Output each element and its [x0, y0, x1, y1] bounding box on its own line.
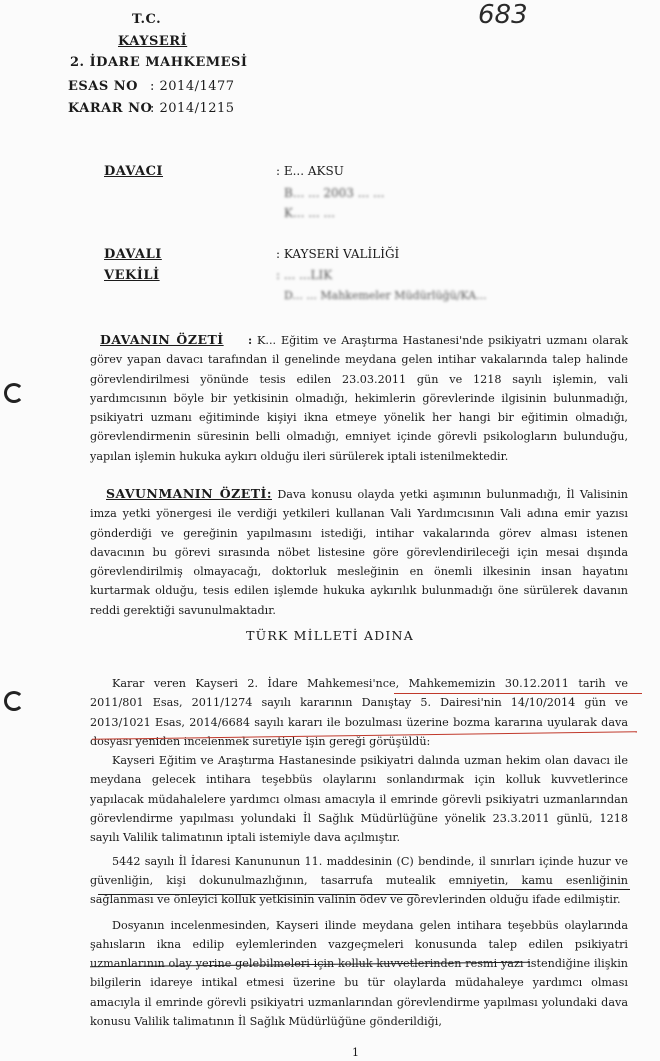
karar-paragraph-4: Dosyanın incelenmesinden, Kayseri ilinde meydana gelen intihara teşebbüs olaylarında şahısların ikna edilip eylemlerinden vazgeçmeleri konusunda talep edilen psikiyatri uzmanlarının olay yerine gelebilmeleri için kolluk kuvvetlerinden resmi yazı istendiğine ilişkin bilgilerin idareye intikal etmesi üzerine bu tür olaylarda müdahaleye yardımcı olması amacıyla il emrinde görevli psikiyatri uzmanlarından görevlendirme yapılması yolundaki dava konusu Valilik talimatının İl Sağlık Müdürlüğüne gönderildiği, — [90, 918, 628, 1029]
handwritten-page-number: 683 — [478, 0, 528, 30]
esas-label: ESAS NO — [68, 79, 139, 94]
davanin-ozeti-paragraph — [90, 330, 628, 466]
vekili-address: D... ... Mahkemeler Müdürlüğü/KA... — [284, 289, 487, 302]
turk-milleti-adina-heading: TÜRK MİLLETİ ADINA — [246, 628, 414, 643]
page-number: 1 — [352, 1046, 359, 1059]
savunmanin-ozeti-label: SAVUNMANIN ÖZETİ: — [106, 486, 272, 501]
karar-paragraph-2: Kayseri Eğitim ve Araştırma Hastanesinde psikiyatri dalında uzman hekim olan davacı ile meydana gelecek intihara teşebbüs olaylarını sonlandırmak için kolluk kuvvetlerince yapılacak müdahalelere yardımcı olması amacıyla il emrinde görevli psikiyatri uzmanlarından görevlendirme yapılması yolundaki İl Sağlık Müdürlüğüne yönelik 23.3.2011 günlü, 1218 sayılı Valilik talimatının iptali istemiyle dava açılmıştır. — [90, 754, 628, 845]
karar-paragraph-1: Karar veren Kayseri 2. İdare Mahkemesi'nce, Mahkememizin 30.12.2011 tarih ve 2011/801 Esas, 2011/1274 sayılı kararının Danıştay 5. Dairesi'nin 14/10/2014 gün ve 2013/1021 Esas, 2014/6684 sayılı kararı ile bozulması üzerine bozma kararına uyularak dava dosyası yeniden incelenmek suretiyle işin gereği görüşüldü: — [90, 677, 628, 748]
davanin-ozeti-text: K... Eğitim ve Araştırma Hastanesi'nde psikiyatri uzmanı olarak görev yapan davacı tarafından il genelinde meydana gelen intihar vakalarında talep halinde görevlendirilmesi yönünde tesis edilen 23.03.2011 gün ve 1218 sayılı işlemin, vali yardımcısının böyle bir yetkisinin olmadığı, hekimlerin görevlerinde ilgisinin bulunmadığı, psikiyatri uzmanı eğitiminde kişiyi ikna etmeye yönelik her hangi bir eğitimin olmadığı, görevlendirmenin süresinin belli olmadığı, emniyet içinde görevli psikologların bulunduğu, yapılan işlemin hukuka aykırı olduğu ileri sürülerek iptali istenilmektedir. — [90, 334, 629, 463]
karar-body — [90, 674, 628, 1031]
karar-value: : 2014/1215 — [150, 101, 235, 116]
header-court: 2. İDARE MAHKEMESİ — [70, 55, 248, 70]
davaci-value: : E... AKSU — [276, 164, 344, 178]
karar-label: KARAR NO — [68, 101, 153, 116]
pen-underline-1 — [98, 894, 418, 895]
red-underline-1 — [394, 693, 642, 694]
savunmanin-ozeti-text: Dava konusu olayda yetki aşımının bulunmadığı, İl Valisinin imza yetki yönergesi ile verdiği yetkileri kullanan Vali Yardımcısının Vali adına emir yazısı gönderdiği ve gereğinin yapılmasını istediği, intihar vakalarında görev alması istenen davacının bu görevi sırasında nöbet listesine göre görevlendirileceği için mesai dışında görevlendirilmiş olmayacağı, doktorluk mesleğinin en önemli ilkesinin insan hayatını kurtarmak olduğu, tesis edilen işlemde hukuka aykırılık bulunmadığı öne sürülerek davanın reddi gerektiği savunulmaktadır. — [90, 488, 629, 617]
vekili-value: : ... ...LIK — [276, 268, 333, 282]
header-city: KAYSERİ — [118, 34, 188, 49]
davali-label: DAVALI — [104, 247, 162, 262]
vekili-label: VEKİLİ — [104, 268, 160, 283]
davali-value: : KAYSERİ VALİLİĞİ — [276, 247, 400, 261]
esas-value: : 2014/1477 — [150, 79, 235, 94]
davanin-ozeti-label: DAVANIN ÖZETİ — [100, 332, 224, 347]
davaci-address-line-1: B... ... 2003 ... ... — [284, 186, 385, 200]
punch-hole-mark-top — [4, 383, 24, 403]
karar-paragraph-3: 5442 sayılı İl İdaresi Kanununun 11. maddesinin (C) bendinde, il sınırları içinde huzur ve güvenliğin, kişi dokunulmazlığının, tasarrufa mutealik emniyetin, kamu esenliğinin sağlanması ve önleyici kolluk yetkisinin valinin ödev ve görevlerinden olduğu ifade edilmiştir. — [90, 854, 628, 907]
savunmanin-ozeti-paragraph — [90, 484, 628, 620]
davanin-ozeti-colon: : — [248, 333, 253, 347]
header-country: T.C. — [132, 12, 162, 27]
punch-hole-mark-bottom — [4, 691, 24, 711]
davaci-address-line-2: K... ... ... — [284, 206, 335, 220]
pen-underline-2 — [470, 889, 630, 890]
davaci-label: DAVACI — [104, 164, 164, 179]
